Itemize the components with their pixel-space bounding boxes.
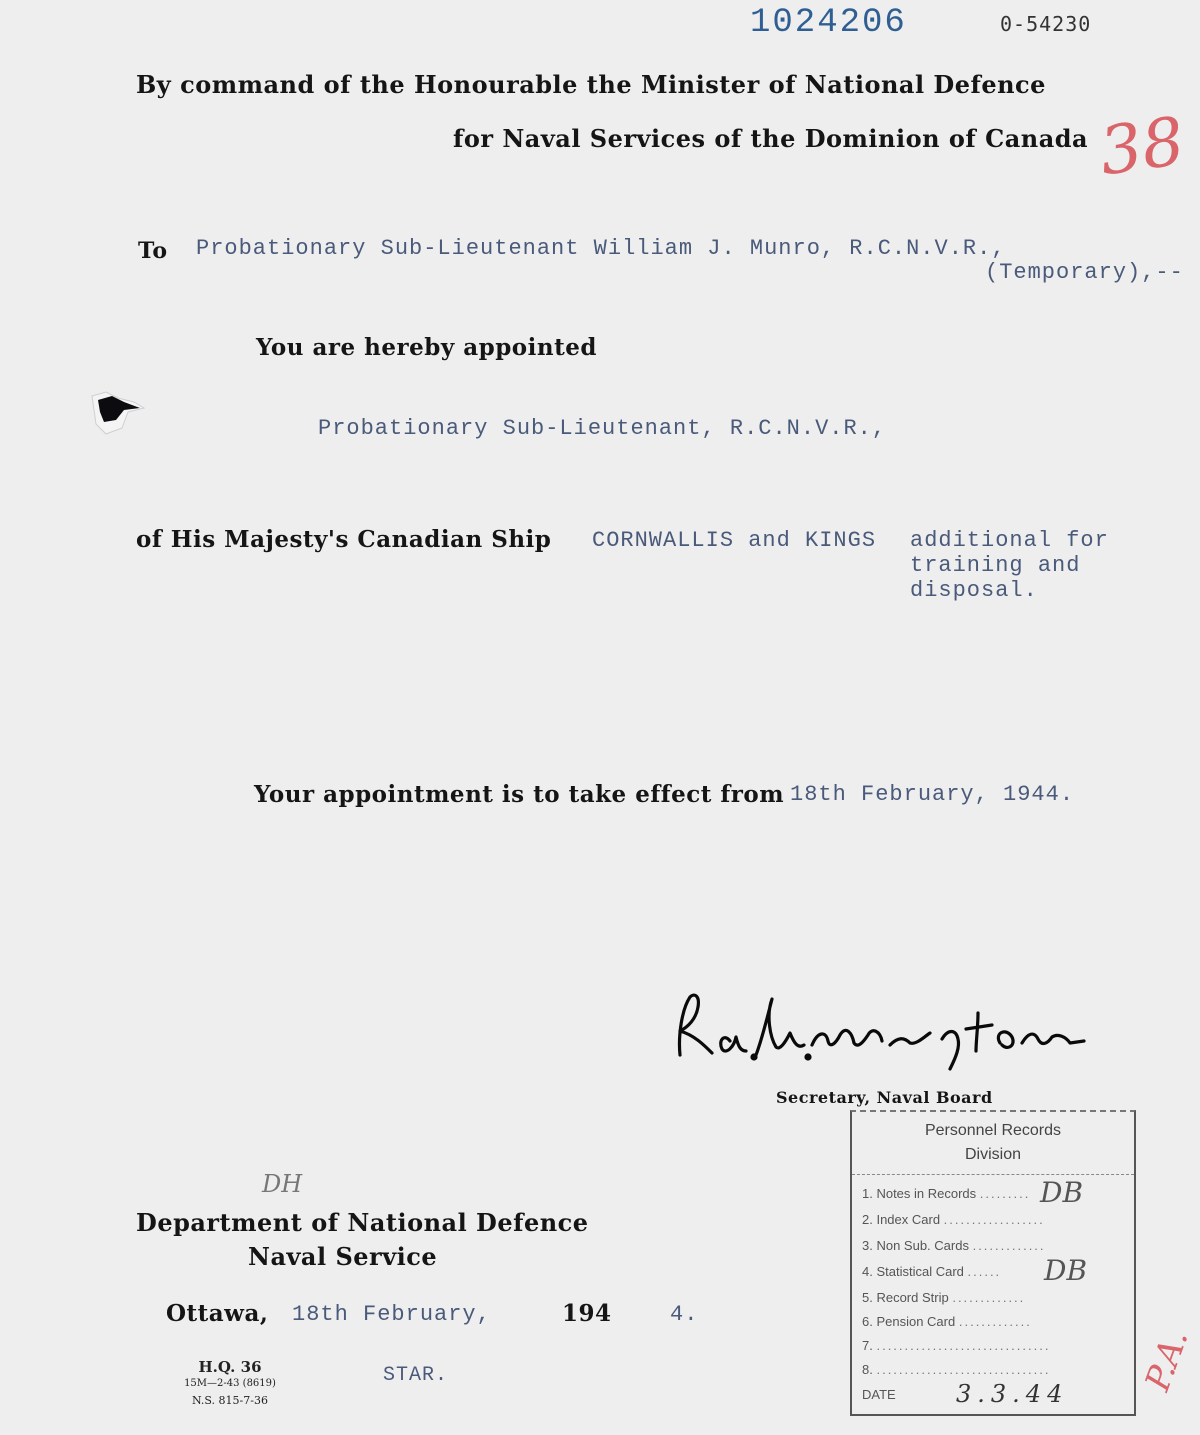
recipient-name: Probationary Sub-Lieutenant William J. Munro, R.C.N.V.R.,: [196, 236, 1006, 261]
purpose-line-1: additional for: [910, 528, 1109, 553]
command-line-1: By command of the Honourable the Minister of National Defence: [136, 70, 1046, 99]
reference-number: 0-54230: [1000, 12, 1092, 36]
handwritten-initials: DH: [262, 1170, 303, 1198]
signer-title: Secretary, Naval Board: [776, 1088, 993, 1107]
ship-names: CORNWALLIS and KINGS: [592, 528, 877, 553]
stamp-title-2: Division: [964, 1146, 1021, 1163]
appointed-rank: Probationary Sub-Lieutenant, R.C.N.V.R.,: [318, 416, 887, 441]
stamp-divider: [852, 1174, 1134, 1175]
recipient-prefix: To: [138, 238, 168, 264]
stamp-item-1: 1. Notes in Records .........: [862, 1186, 1031, 1201]
stamp-date-label: DATE: [862, 1387, 896, 1402]
stamp-title-1: Personnel Records: [924, 1122, 1062, 1139]
serial-number: 1024206: [750, 4, 907, 42]
form-hq: H.Q. 36: [198, 1358, 262, 1376]
stamp-item-7: 7. ...............................: [862, 1338, 1051, 1353]
command-line-2: for Naval Services of the Dominion of Canada: [453, 124, 1089, 153]
year-prefix: 194: [562, 1300, 612, 1327]
stamp-item-2: 2. Index Card ..................: [862, 1212, 1045, 1227]
stamp-item-5: 5. Record Strip .............: [862, 1290, 1026, 1305]
issue-date: 18th February,: [292, 1302, 491, 1327]
stamp-item-4: 4. Statistical Card ......: [862, 1264, 1002, 1279]
margin-mark: 38: [1095, 102, 1189, 191]
form-print-code: 15M—2-43 (8619): [184, 1378, 276, 1389]
stamp-item-6: 6. Pension Card .............: [862, 1314, 1032, 1329]
typist-initials: STAR.: [383, 1364, 449, 1387]
department-line-2: Naval Service: [248, 1242, 438, 1271]
corner-mark: P.A.: [1137, 1323, 1197, 1397]
stamp-item-8: 8. ...............................: [862, 1362, 1051, 1377]
records-stamp: [850, 1110, 1136, 1416]
appointment-intro: You are hereby appointed: [256, 334, 597, 361]
purpose-line-3: disposal.: [910, 578, 1038, 603]
effect-date: 18th February, 1944.: [790, 782, 1075, 807]
effect-label: Your appointment is to take effect from: [254, 781, 785, 808]
ship-prefix: of His Majesty's Canadian Ship: [136, 526, 552, 553]
signature: [660, 985, 1130, 1075]
recipient-suffix: (Temporary),--: [985, 260, 1184, 285]
stamp-initials-4: DB: [1044, 1254, 1088, 1287]
place: Ottawa,: [166, 1300, 269, 1327]
year-suffix: 4.: [670, 1302, 699, 1327]
stamp-initials-1: DB: [1040, 1176, 1084, 1209]
stamp-item-3: 3. Non Sub. Cards .............: [862, 1238, 1046, 1253]
department-line-1: Department of National Defence: [136, 1208, 589, 1237]
purpose-line-2: training and: [910, 553, 1081, 578]
form-ns: N.S. 815-7-36: [192, 1394, 268, 1407]
punch-hole: [88, 388, 146, 438]
stamp-date-value: 3.3.44: [956, 1380, 1069, 1408]
